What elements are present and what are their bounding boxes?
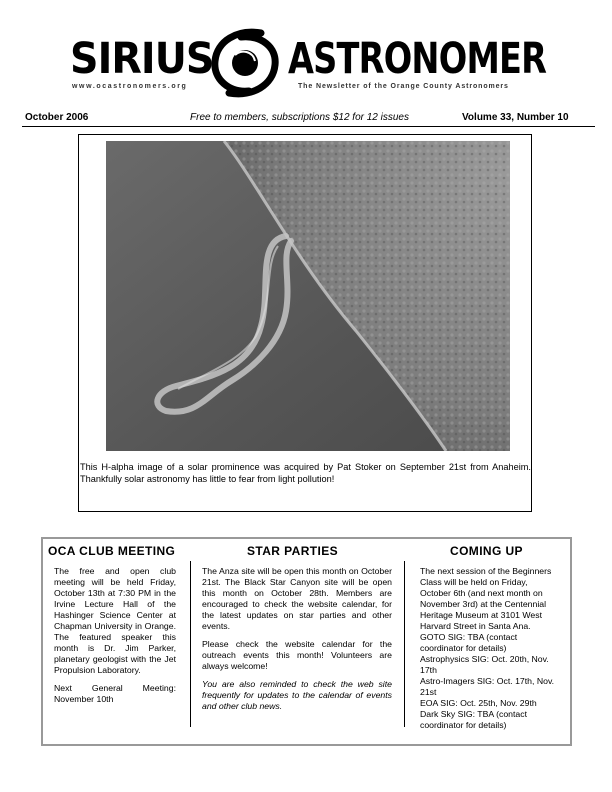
coming-up-section — [420, 566, 560, 731]
masthead-tagline: The Newsletter of the Orange County Astronomers — [298, 83, 509, 90]
club-meeting-title: OCA CLUB MEETING — [48, 544, 176, 558]
column-divider-right — [404, 561, 405, 727]
issue-date: October 2006 — [25, 112, 89, 123]
volume-number: Volume 33, Number 10 — [462, 112, 569, 123]
list-item: Astrophysics SIG: Oct. 20th, Nov. 17th — [420, 654, 549, 675]
masthead-title-right: ASTRONOMER — [288, 34, 547, 84]
coming-up-title: COMING UP — [450, 544, 523, 558]
column-divider-left — [190, 561, 191, 727]
star-parties-section — [202, 566, 392, 719]
list-item: Dark Sky SIG: TBA (contact coordinator for details) — [420, 709, 528, 730]
website-url: www.ocastronomers.org — [72, 83, 188, 90]
list-item: Astro-Imagers SIG: Oct. 17th, Nov. 21st — [420, 676, 555, 697]
beginners-class-note: The next session of the Beginners Class will be held on Friday, October 6th (and next month on November 3rd) at the Centennial Heritage Museum at 3101 West Harvard Street in Santa Ana. — [420, 566, 552, 631]
star-parties-schedule: The Anza site will be open this month on October 21st. The Black Star Canyon site will be open this month on October 28th. Members are encouraged to check the website calendar, for the latest updates on star parties and other events. — [202, 566, 392, 631]
club-meeting-section — [54, 566, 176, 712]
photo-caption: This H-alpha image of a solar prominence was acquired by Pat Stoker on September 21st from Anaheim. Thankfully solar astronomy has little to fear from light pollution! — [80, 462, 531, 484]
subscription-note: Free to members, subscriptions $12 for 12 issues — [190, 112, 409, 123]
website-reminder: You are also reminded to check the web site frequently for updates to the calendar of events and other club news. — [202, 679, 392, 711]
list-item: GOTO SIG: TBA (contact coordinator for details) — [420, 632, 518, 653]
sirius-logo-icon — [207, 27, 283, 99]
club-meeting-body: The free and open club meeting will be held Friday, October 13th at 7:30 PM in the Irvine Lecture Hall of the Hashinger Science Center at Chapman University in Orange. The featured speaker this month is Dr. Jim Parker, planetary geologist with the Jet Propulsion Laboratory. — [54, 566, 176, 675]
masthead-title-left: SIRIUS — [70, 34, 214, 84]
outreach-note: Please check the website calendar for the outreach events this month! Volunteers are always welcome! — [202, 639, 392, 671]
next-meeting: Next General Meeting: November 10th — [54, 683, 176, 704]
solar-prominence-image — [106, 141, 510, 451]
star-parties-title: STAR PARTIES — [247, 544, 339, 558]
list-item: EOA SIG: Oct. 25th, Nov. 29th — [420, 698, 537, 708]
header-divider — [22, 126, 595, 127]
